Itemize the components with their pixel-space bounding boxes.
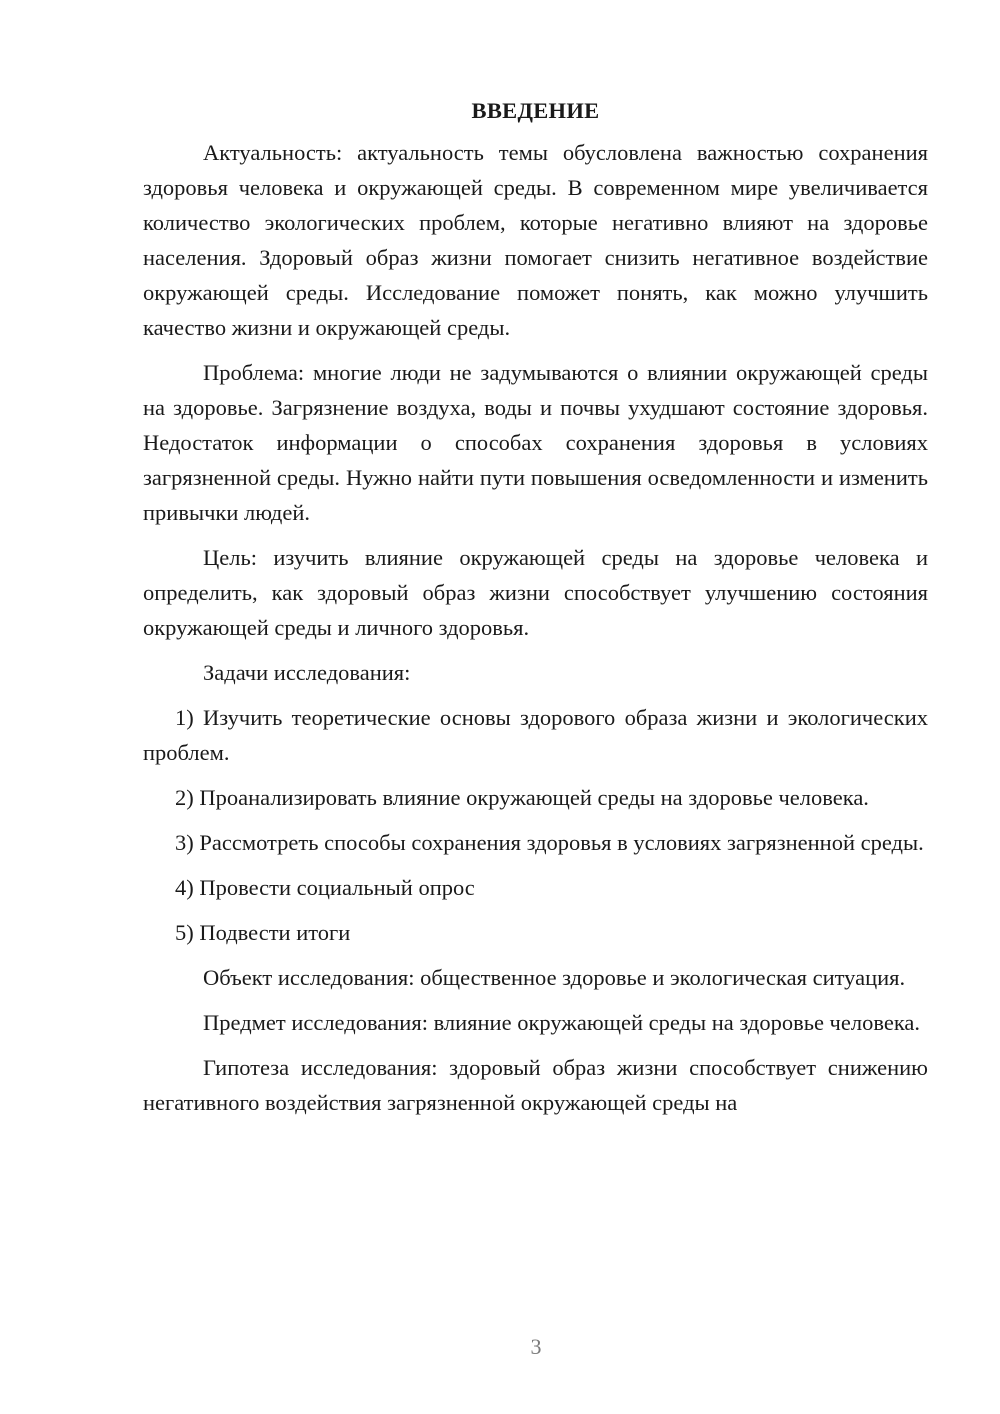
page-number: 3	[530, 1334, 542, 1359]
paragraph-object: Объект исследования: общественное здоровье и экологическая ситуация.	[203, 965, 906, 990]
task-item-5: 5) Подвести итоги	[175, 920, 351, 945]
task-item-4: 4) Провести социальный опрос	[175, 875, 475, 900]
paragraph-relevance: Актуальность: актуальность темы обусловлена важностью сохранения здоровья человека и окружающей среды. В современном мире увеличивается количество экологических проблем, которые негативно влияют на здоровье населения. Здоровый образ жизни помогает снизить негативное воздействие окружающей среды. Исследование поможет понять, как можно улучшить качество жизни и окружающей среды.	[143, 140, 928, 340]
tasks-heading: Задачи исследования:	[203, 660, 411, 685]
paragraph-hypothesis: Гипотеза исследования: здоровый образ жизни способствует снижению негативного воздействия загрязненной окружающей среды на	[143, 1055, 928, 1115]
paragraph-subject: Предмет исследования: влияние окружающей среды на здоровье человека.	[203, 1010, 921, 1035]
document-body	[143, 93, 928, 1120]
task-item-2: 2) Проанализировать влияние окружающей среды на здоровье человека.	[175, 785, 869, 810]
task-item-3: 3) Рассмотреть способы сохранения здоровья в условиях загрязненной среды.	[175, 830, 924, 855]
paragraph-goal: Цель: изучить влияние окружающей среды на здоровье человека и определить, как здоровый образ жизни способствует улучшению состояния окружающей среды и личного здоровья.	[143, 545, 928, 640]
page-title: ВВЕДЕНИЕ	[471, 98, 600, 123]
paragraph-problem: Проблема: многие люди не задумываются о влиянии окружающей среды на здоровье. Загрязнение воздуха, воды и почвы ухудшают состояние здоровья. Недостаток информации о способах сохранения здоровья в условиях загрязненной среды. Нужно найти пути повышения осведомленности и изменить привычки людей.	[143, 360, 928, 525]
task-item-1: 1) Изучить теоретические основы здорового образа жизни и экологических проблем.	[143, 705, 928, 765]
